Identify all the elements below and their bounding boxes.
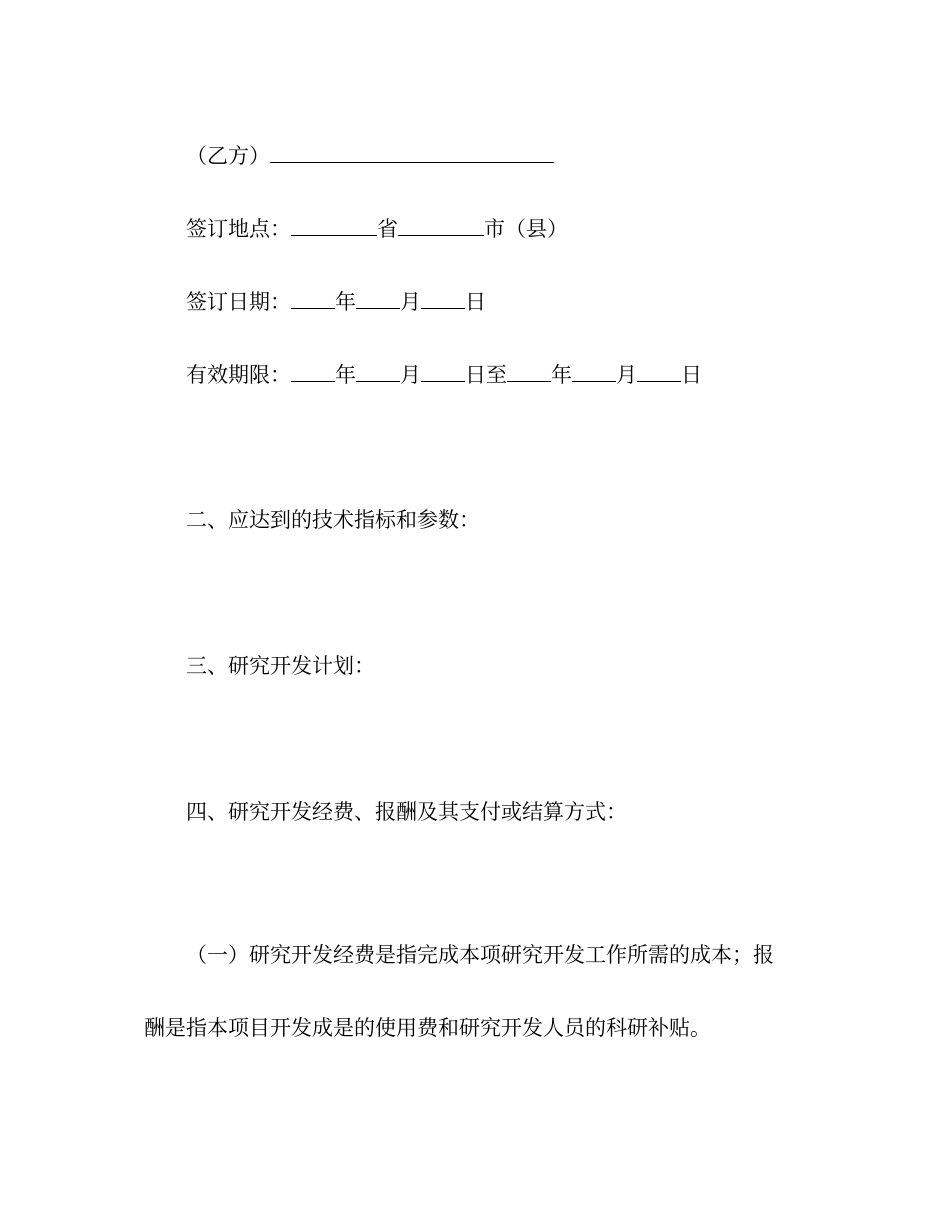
province-label: 省	[377, 217, 398, 241]
end-day-blank[interactable]	[637, 359, 681, 382]
sign-date-line	[186, 286, 486, 317]
sign-date-label: 签订日期：	[186, 290, 291, 314]
section-2-heading: 二、应达到的技术指标和参数：	[186, 508, 480, 532]
sign-year-label: 年	[335, 290, 356, 314]
party-b-blank[interactable]	[270, 140, 554, 163]
validity-line	[186, 359, 702, 390]
party-b-label: （乙方）	[186, 144, 270, 168]
section-4-heading: 四、研究开发经费、报酬及其支付或结算方式：	[186, 800, 627, 824]
section-3-heading: 三、研究开发计划：	[186, 654, 375, 678]
city-blank[interactable]	[398, 213, 484, 236]
city-label: 市（县）	[484, 217, 568, 241]
paragraph-line-1: （一）研究开发经费是指完成本项研究开发工作所需的成本；报	[186, 943, 774, 967]
sign-month-label: 月	[400, 290, 421, 314]
start-day-to-label: 日至	[465, 363, 507, 387]
end-month-label: 月	[616, 363, 637, 387]
start-month-blank[interactable]	[356, 359, 400, 382]
start-month-label: 月	[400, 363, 421, 387]
party-b-line	[186, 140, 554, 171]
sign-place-line	[186, 213, 568, 244]
province-blank[interactable]	[291, 213, 377, 236]
sign-day-label: 日	[465, 290, 486, 314]
sign-day-blank[interactable]	[421, 286, 465, 309]
start-year-blank[interactable]	[291, 359, 335, 382]
start-year-label: 年	[335, 363, 356, 387]
validity-label: 有效期限：	[186, 363, 291, 387]
start-day-blank[interactable]	[421, 359, 465, 382]
sign-place-label: 签订地点：	[186, 217, 291, 241]
end-year-blank[interactable]	[507, 359, 551, 382]
sign-month-blank[interactable]	[356, 286, 400, 309]
end-year-label: 年	[551, 363, 572, 387]
end-day-label: 日	[681, 363, 702, 387]
sign-year-blank[interactable]	[291, 286, 335, 309]
end-month-blank[interactable]	[572, 359, 616, 382]
paragraph-line-2: 酬是指本项目开发成是的使用费和研究开发人员的科研补贴。	[144, 1016, 711, 1040]
